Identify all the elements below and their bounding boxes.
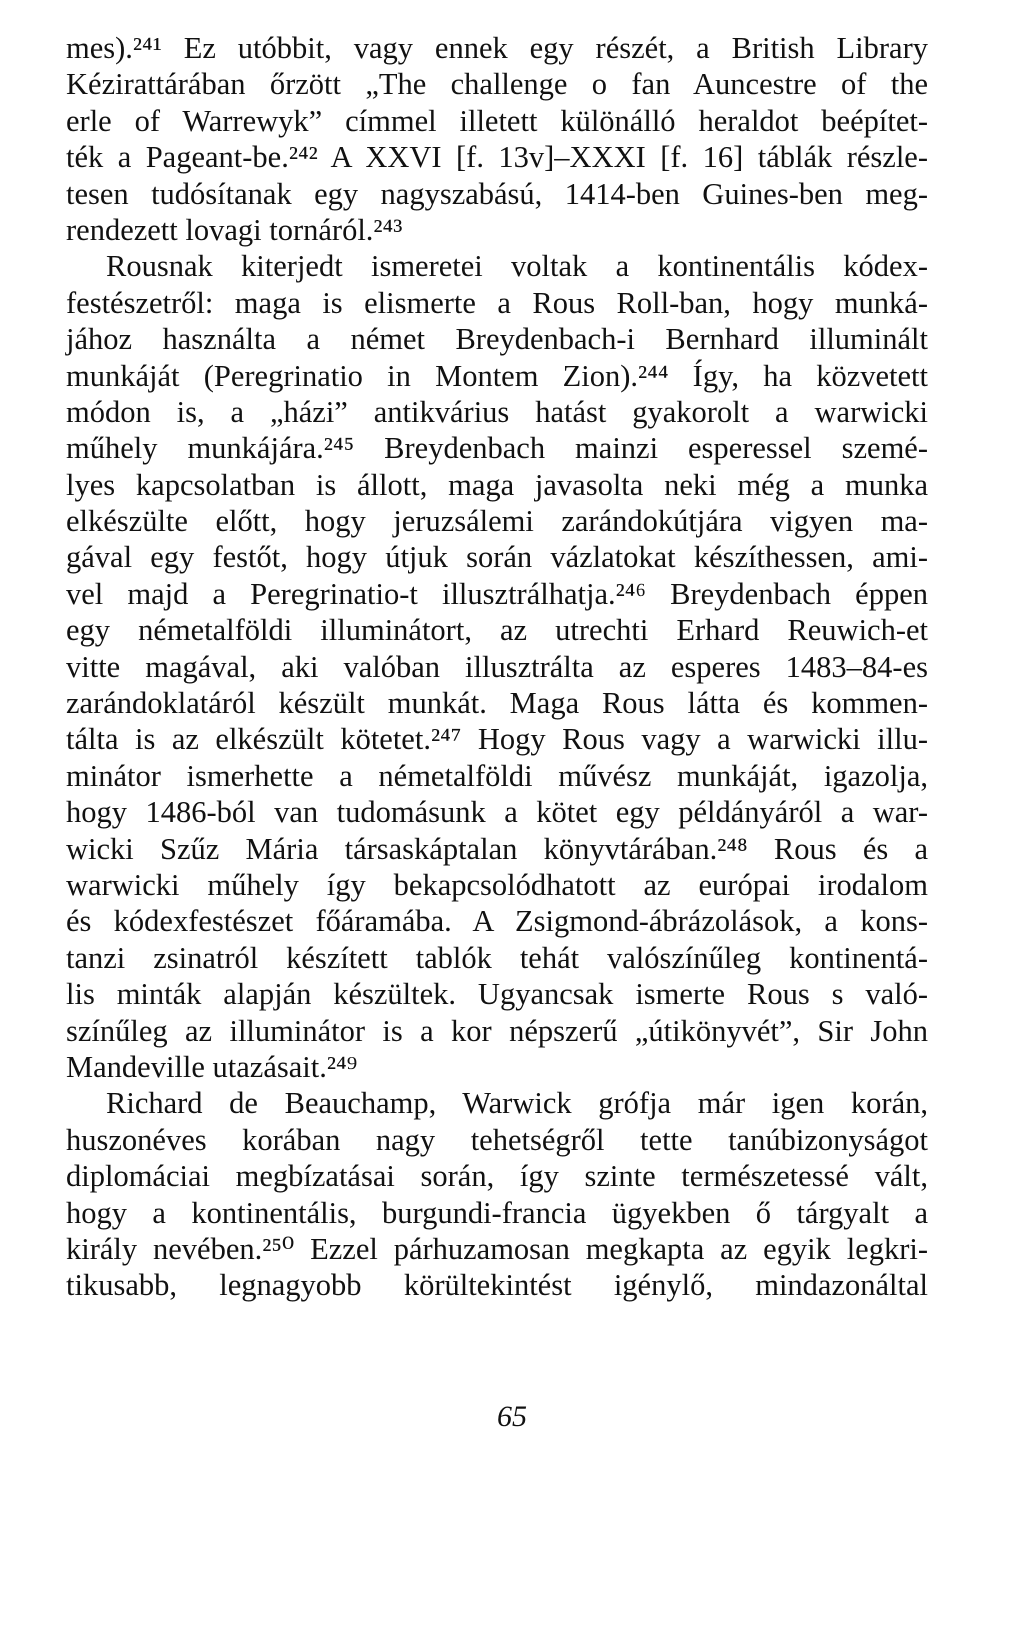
text-line: rendezett lovagi tornáról.²⁴³	[66, 212, 403, 247]
text-line: tanzi zsinatról készített tablók tehát valószínűleg kontinentá-	[66, 940, 928, 975]
text-line: vel majd a Peregrinatio-t illusztrálhatja.²⁴⁶ Breydenbach éppen	[66, 576, 928, 611]
page-body	[66, 30, 928, 1304]
text-line: diplomáciai megbízatásai során, így szinte természetessé vált,	[66, 1159, 928, 1194]
text-line: mes).²⁴¹ Ez utóbbit, vagy ennek egy részét, a British Library	[66, 31, 928, 65]
text-line: lis minták alapján készültek. Ugyancsak ismerte Rous s való-	[66, 977, 928, 1012]
text-line: király nevében.²⁵⁰ Ezzel párhuzamosan megkapta az egyik legkri-	[66, 1231, 928, 1266]
text-line: jához használta a német Breydenbach-i Bernhard illuminált	[66, 322, 928, 357]
text-line: minátor ismerhette a németalföldi művész munkáját, igazolja,	[66, 758, 928, 793]
text-line: munkáját (Peregrinatio in Montem Zion).²⁴⁴ Így, ha közvetett	[66, 358, 928, 393]
text-line: tikusabb, legnagyobb körültekintést igénylő, mindazonáltal	[66, 1268, 928, 1303]
text-line: műhely munkájára.²⁴⁵ Breydenbach mainzi esperessel szemé-	[66, 431, 928, 466]
text-line: zarándoklatáról készült munkát. Maga Rous látta és kommen-	[66, 686, 928, 721]
text-line: vitte magával, aki valóban illusztrálta az esperes 1483–84-es	[66, 649, 928, 684]
text-line: hogy 1486-ból van tudomásunk a kötet egy példányáról a war-	[66, 795, 928, 830]
text-line: módon is, a „házi” antikvárius hatást gyakorolt a warwicki	[66, 394, 928, 429]
text-line: Mandeville utazásait.²⁴⁹	[66, 1049, 358, 1084]
text-line: Kézirattárában őrzött „The challenge o fan Auncestre of the	[66, 67, 928, 102]
text-line: és kódexfestészet főáramába. A Zsigmond-ábrázolások, a kons-	[66, 904, 928, 939]
text-line: gával egy festőt, hogy útjuk során vázlatokat készíthessen, ami-	[66, 540, 928, 575]
text-line: színűleg az illuminátor is a kor népszerű „útikönyvét”, Sir John	[66, 1013, 928, 1048]
text-line: elkészülte előtt, hogy jeruzsálemi zarándokútjára vigyen ma-	[66, 504, 928, 539]
text-line: egy németalföldi illuminátort, az utrechti Erhard Reuwich-et	[66, 613, 928, 648]
text-line: Richard de Beauchamp, Warwick grófja már igen korán,	[106, 1086, 928, 1121]
text-line: Rousnak kiterjedt ismeretei voltak a kontinentális kódex-	[106, 249, 928, 284]
text-line: erle of Warrewyk” címmel illetett különálló heraldot beépítet-	[66, 103, 928, 138]
text-line: wicki Szűz Mária társaskáptalan könyvtárában.²⁴⁸ Rous és a	[66, 831, 928, 866]
text-line: festészetről: maga is elismerte a Rous Roll-ban, hogy munká-	[66, 285, 928, 320]
text-line: hogy a kontinentális, burgundi-francia ügyekben ő tárgyalt a	[66, 1195, 928, 1230]
text-line: tálta is az elkészült kötetet.²⁴⁷ Hogy Rous vagy a warwicki illu-	[66, 722, 928, 757]
text-line: lyes kapcsolatban is állott, maga javasolta neki még a munka	[66, 467, 928, 502]
text-line: ték a Pageant-be.²⁴² A XXVI [f. 13v]–XXXI [f. 16] táblák részle-	[66, 140, 928, 175]
text-line: warwicki műhely így bekapcsolódhatott az európai irodalom	[66, 867, 928, 902]
text-line: tesen tudósítanak egy nagyszabású, 1414-ben Guines-ben meg-	[66, 176, 928, 211]
page-number: 65	[497, 1400, 527, 1433]
text-line: huszonéves korában nagy tehetségről tette tanúbizonyságot	[66, 1122, 928, 1157]
